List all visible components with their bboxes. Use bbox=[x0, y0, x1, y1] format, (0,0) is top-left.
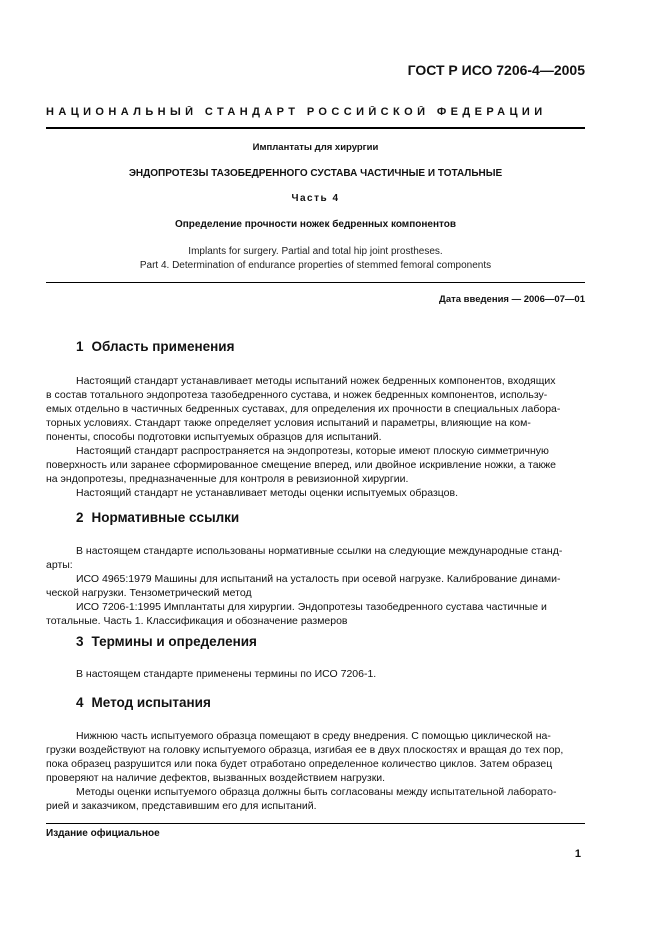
paragraph-line: тотальные. Часть 1. Классификация и обозначение размеров bbox=[46, 615, 348, 627]
title-english-line-1: Implants for surgery. Partial and total hip joint prostheses. bbox=[188, 246, 443, 257]
title-field: Имплантаты для хирургии bbox=[252, 142, 379, 153]
page-number: 1 bbox=[574, 848, 581, 860]
section-heading-1 bbox=[76, 339, 234, 354]
paragraph-line: В настоящем стандарте применены термины по ИСО 7206-1. bbox=[76, 668, 377, 680]
paragraph-line: в состав тотального эндопротеза тазобедренного сустава, и ножек бедренных компонентов, использу- bbox=[46, 389, 548, 401]
document-code: ГОСТ Р ИСО 7206-4—2005 bbox=[407, 62, 585, 78]
section-title: Область применения bbox=[91, 339, 235, 354]
section-number: 4 bbox=[76, 695, 84, 710]
header-rule bbox=[46, 127, 585, 129]
official-edition-label: Издание официальное bbox=[46, 828, 160, 839]
paragraph-line: пока образец разрушится или пока будет отработано определенное количество циклов. Затем образец bbox=[46, 758, 553, 770]
paragraph-line: Нижнюю часть испытуемого образца помещают в среду внедрения. С помощью циклической на- bbox=[76, 730, 551, 742]
paragraph-line: арты: bbox=[46, 559, 73, 571]
paragraph-line: ческой нагрузки. Тензометрический метод bbox=[46, 587, 252, 599]
section-heading-3 bbox=[76, 634, 257, 649]
paragraph-line: ИСО 4965:1979 Машины для испытаний на усталость при осевой нагрузке. Калибрование динами- bbox=[76, 573, 561, 585]
paragraph-line: емых отдельно в частичных бедренных суставах, для определения их прочности в специальных лабора- bbox=[46, 403, 561, 415]
paragraph-line: Настоящий стандарт устанавливает методы испытаний ножек бедренных компонентов, входящих bbox=[76, 375, 556, 387]
paragraph-line: Настоящий стандарт не устанавливает методы оценки испытуемых образцов. bbox=[76, 487, 458, 499]
section-number: 1 bbox=[76, 339, 84, 354]
paragraph-line: на эндопротезы, предназначенные для контроля в ревизионной хирургии. bbox=[46, 473, 409, 485]
paragraph-line: рией и заказчиком, представившим его для испытаний. bbox=[46, 800, 317, 812]
title-subject: Определение прочности ножек бедренных компонентов bbox=[174, 219, 456, 230]
paragraph-line: грузки воздействуют на головку испытуемого образца, изгибая ее в двух плоскостях и вращая до тех пор, bbox=[46, 744, 564, 756]
paragraph-line: поненты, способы подготовки испытуемых образцов для испытаний. bbox=[46, 431, 382, 443]
paragraph-line: Методы оценки испытуемого образца должны быть согласованы между испытательной лаборато- bbox=[76, 786, 557, 798]
section-title: Нормативные ссылки bbox=[91, 510, 240, 525]
section-title: Термины и определения bbox=[91, 634, 257, 649]
section-number: 2 bbox=[76, 510, 84, 525]
footer-rule bbox=[46, 823, 585, 824]
paragraph-line: В настоящем стандарте использованы нормативные ссылки на следующие международные станд- bbox=[76, 545, 563, 557]
section-title: Метод испытания bbox=[91, 695, 211, 710]
paragraph-line: ИСО 7206-1:1995 Имплантаты для хирургии. Эндопротезы тазобедренного сустава частичные и bbox=[76, 601, 547, 613]
paragraph-line: Настоящий стандарт распространяется на эндопротезы, которые имеют плоскую симметричную bbox=[76, 445, 549, 457]
title-main: ЭНДОПРОТЕЗЫ ТАЗОБЕДРЕННОГО СУСТАВА ЧАСТИЧНЫЕ И ТОТАЛЬНЫЕ bbox=[128, 168, 503, 179]
title-part: Часть 4 bbox=[291, 193, 340, 204]
national-standard-banner: НАЦИОНАЛЬНЫЙ СТАНДАРТ РОССИЙСКОЙ ФЕДЕРАЦИИ bbox=[46, 106, 547, 118]
paragraph-line: торных условиях. Стандарт также определяет условия испытаний и параметры, влияющие на ком- bbox=[46, 417, 531, 429]
title-rule bbox=[46, 282, 585, 283]
paragraph-line: поверхность или заранее сформированное смещение вперед, или двойное искривление ножки, а также bbox=[46, 459, 556, 471]
introduction-date: Дата введения — 2006—07—01 bbox=[439, 294, 585, 305]
title-english-line-2: Part 4. Determination of endurance properties of stemmed femoral components bbox=[139, 260, 492, 271]
section-heading-2 bbox=[76, 510, 239, 525]
section-heading-4 bbox=[76, 695, 211, 710]
paragraph-line: проверяют на наличие дефектов, вызванных воздействием нагрузки. bbox=[46, 772, 386, 784]
section-number: 3 bbox=[76, 634, 84, 649]
